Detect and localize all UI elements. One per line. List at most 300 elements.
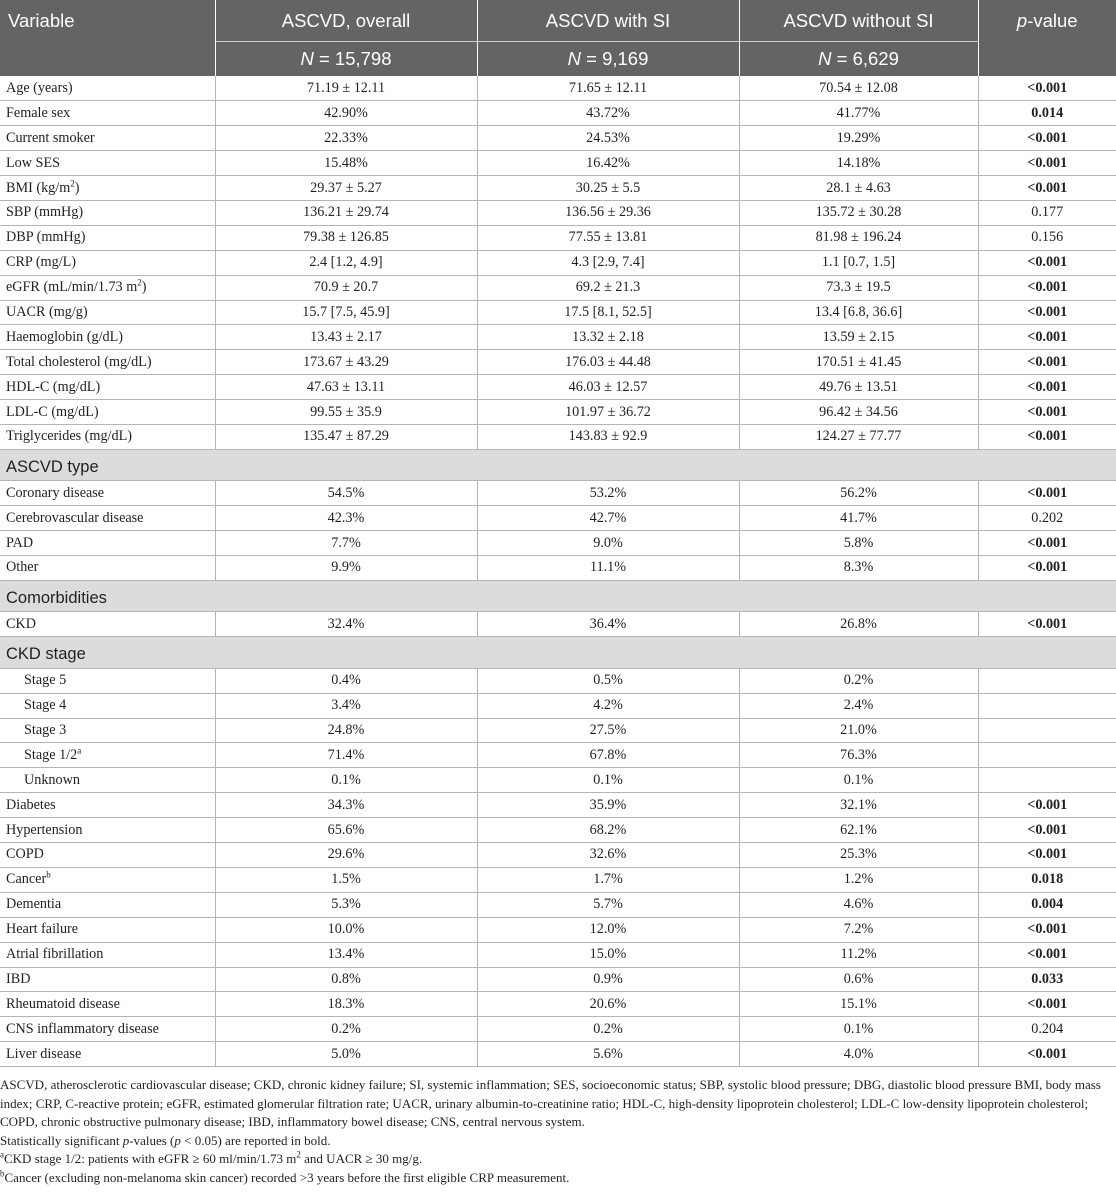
significant-p-value: <0.001	[1027, 328, 1068, 345]
table-row	[0, 506, 1116, 531]
row-label-text: Hypertension	[6, 821, 83, 838]
cell-p-value	[978, 768, 1116, 793]
sig-post: < 0.05) are reported in bold.	[180, 1132, 331, 1148]
row-label	[0, 612, 215, 637]
row-label-sup: b	[46, 869, 51, 880]
row-label-suffix: )	[74, 179, 80, 196]
cell-without-si: 56.2%	[739, 481, 978, 506]
significant-p-value: <0.001	[1027, 129, 1068, 146]
row-label	[0, 892, 215, 917]
table-row	[0, 992, 1116, 1017]
significant-p-value: <0.001	[1027, 796, 1068, 813]
cell-overall: 18.3%	[215, 992, 477, 1017]
header-p-italic: p	[1016, 10, 1028, 31]
significant-p-value: <0.001	[1027, 846, 1068, 863]
cell-p-value	[978, 200, 1116, 225]
row-label-text: HDL-C (mg/dL)	[6, 378, 101, 395]
row-label	[0, 350, 215, 375]
row-label	[0, 126, 215, 151]
cell-overall: 0.1%	[215, 768, 477, 793]
table-row	[0, 225, 1116, 250]
cell-p-value	[978, 942, 1116, 967]
cell-overall: 7.7%	[215, 531, 477, 556]
header-variable: Variable	[0, 0, 215, 41]
cell-without-si: 1.2%	[739, 867, 978, 892]
table-row	[0, 350, 1116, 375]
cell-without-si: 28.1 ± 4.63	[739, 176, 978, 201]
cell-p-value	[978, 375, 1116, 400]
cell-with-si: 0.2%	[477, 1017, 739, 1042]
row-label	[0, 668, 215, 693]
row-label-text: LDL-C (mg/dL)	[6, 403, 99, 420]
table-row	[0, 275, 1116, 300]
significant-p-value: <0.001	[1027, 403, 1068, 420]
header-ascvd-without-si: ASCVD without SI	[739, 0, 978, 41]
significant-p-value: <0.001	[1027, 353, 1068, 370]
table-row	[0, 200, 1116, 225]
row-label	[0, 275, 215, 300]
significant-p-value: <0.001	[1027, 615, 1068, 632]
cell-p-value	[978, 743, 1116, 768]
cell-p-value	[978, 481, 1116, 506]
row-label	[0, 200, 215, 225]
row-label	[0, 375, 215, 400]
cell-with-si: 53.2%	[477, 481, 739, 506]
row-label-text: Haemoglobin (g/dL)	[6, 328, 124, 345]
cell-p-value	[978, 992, 1116, 1017]
row-label	[0, 176, 215, 201]
cell-p-value	[978, 506, 1116, 531]
header-blank	[0, 41, 215, 76]
row-label-text: Low SES	[6, 154, 60, 171]
row-label-text: Diabetes	[6, 796, 56, 813]
row-label-text: Triglycerides (mg/dL)	[6, 428, 132, 445]
row-label-text: Cerebrovascular disease	[6, 509, 144, 526]
significant-p-value: <0.001	[1027, 428, 1068, 445]
row-label	[0, 768, 215, 793]
cell-overall: 71.4%	[215, 743, 477, 768]
row-label	[0, 531, 215, 556]
cell-p-value	[978, 917, 1116, 942]
section-row-ckd-stage	[0, 637, 1116, 669]
row-label-text: COPD	[6, 846, 44, 863]
row-label	[0, 1042, 215, 1067]
cell-overall: 13.4%	[215, 942, 477, 967]
cell-with-si: 36.4%	[477, 612, 739, 637]
cell-without-si: 73.3 ± 19.5	[739, 275, 978, 300]
cell-p-value	[978, 250, 1116, 275]
cell-with-si: 68.2%	[477, 818, 739, 843]
significant-p-value: <0.001	[1027, 79, 1068, 96]
table-row	[0, 843, 1116, 868]
footnote-a-sup: 2	[296, 1149, 301, 1160]
row-label-text: UACR (mg/g)	[6, 303, 88, 320]
cell-without-si: 19.29%	[739, 126, 978, 151]
footnote-b	[0, 1169, 1110, 1188]
cell-without-si: 70.54 ± 12.08	[739, 76, 978, 101]
cell-p-value	[978, 76, 1116, 101]
cell-without-si: 49.76 ± 13.51	[739, 375, 978, 400]
significant-p-value: <0.001	[1027, 254, 1068, 271]
sig-pre: Statistically significant	[0, 1132, 123, 1148]
cell-without-si: 13.59 ± 2.15	[739, 325, 978, 350]
cell-without-si: 11.2%	[739, 942, 978, 967]
row-label-text: IBD	[6, 970, 31, 987]
cell-p-value	[978, 668, 1116, 693]
row-label-text: CNS inflammatory disease	[6, 1020, 159, 1037]
row-label-text: BMI (kg/m	[6, 179, 71, 196]
section-title: ASCVD type	[0, 449, 1116, 481]
table-header	[0, 0, 1116, 76]
row-label-text: Cancer	[6, 871, 47, 888]
row-label-text: CRP (mg/L)	[6, 254, 77, 271]
cell-overall: 65.6%	[215, 818, 477, 843]
header-ascvd-with-si: ASCVD with SI	[477, 0, 739, 41]
cell-with-si: 13.32 ± 2.18	[477, 325, 739, 350]
cell-without-si: 41.7%	[739, 506, 978, 531]
cell-without-si: 7.2%	[739, 917, 978, 942]
table-row	[0, 718, 1116, 743]
table-body	[0, 76, 1116, 1067]
cell-with-si: 43.72%	[477, 101, 739, 126]
footnote-b-text: Cancer (excluding non-melanoma skin cancer) recorded >3 years before the first eligible CRP measurement.	[4, 1169, 570, 1185]
cell-without-si: 41.77%	[739, 101, 978, 126]
cell-overall: 29.6%	[215, 843, 477, 868]
significant-p-value: <0.001	[1027, 1045, 1068, 1062]
cell-without-si: 2.4%	[739, 693, 978, 718]
row-label-text: Rheumatoid disease	[6, 995, 120, 1012]
cell-with-si: 20.6%	[477, 992, 739, 1017]
cell-with-si: 32.6%	[477, 843, 739, 868]
footnote-a-mark: a	[0, 1149, 4, 1160]
cell-p-value	[978, 793, 1116, 818]
cell-without-si: 135.72 ± 30.28	[739, 200, 978, 225]
row-label-text: Dementia	[6, 896, 62, 913]
cell-p-value	[978, 1042, 1116, 1067]
significant-p-value: <0.001	[1027, 946, 1068, 963]
cell-overall: 32.4%	[215, 612, 477, 637]
row-label	[0, 101, 215, 126]
row-label	[0, 300, 215, 325]
cell-p-value	[978, 101, 1116, 126]
row-label-text: Other	[6, 559, 39, 576]
row-label-text: Heart failure	[6, 921, 79, 938]
significant-p-value: <0.001	[1027, 559, 1068, 576]
header-n-without-si-value: = 6,629	[836, 47, 899, 69]
row-label	[0, 967, 215, 992]
cell-without-si: 5.8%	[739, 531, 978, 556]
header-n-overall-value: = 15,798	[318, 47, 392, 69]
significant-p-value: <0.001	[1027, 179, 1068, 196]
significant-p-value: <0.001	[1027, 279, 1068, 296]
table-row	[0, 793, 1116, 818]
cell-overall: 54.5%	[215, 481, 477, 506]
row-label-text: Stage 4	[24, 697, 67, 714]
cell-with-si: 4.2%	[477, 693, 739, 718]
section-row-comorbidities	[0, 580, 1116, 612]
p-value-text: 0.202	[1031, 509, 1064, 526]
cell-overall: 2.4 [1.2, 4.9]	[215, 250, 477, 275]
cell-overall: 47.63 ± 13.11	[215, 375, 477, 400]
cell-with-si: 24.53%	[477, 126, 739, 151]
cell-without-si: 8.3%	[739, 556, 978, 581]
significant-p-value: <0.001	[1027, 154, 1068, 171]
cell-with-si: 27.5%	[477, 718, 739, 743]
cell-with-si: 1.7%	[477, 867, 739, 892]
cell-with-si: 71.65 ± 12.11	[477, 76, 739, 101]
table-row	[0, 1017, 1116, 1042]
significant-p-value: <0.001	[1027, 534, 1068, 551]
cell-with-si: 176.03 ± 44.48	[477, 350, 739, 375]
table-row	[0, 917, 1116, 942]
cell-overall: 79.38 ± 126.85	[215, 225, 477, 250]
cell-overall: 71.19 ± 12.11	[215, 76, 477, 101]
cell-overall: 1.5%	[215, 867, 477, 892]
cell-without-si: 4.6%	[739, 892, 978, 917]
cell-overall: 22.33%	[215, 126, 477, 151]
cell-overall: 15.7 [7.5, 45.9]	[215, 300, 477, 325]
cell-with-si: 30.25 ± 5.5	[477, 176, 739, 201]
cell-p-value	[978, 531, 1116, 556]
row-label	[0, 942, 215, 967]
section-title: CKD stage	[0, 637, 1116, 669]
cell-with-si: 67.8%	[477, 743, 739, 768]
row-label	[0, 793, 215, 818]
significant-p-value: <0.001	[1027, 821, 1068, 838]
cell-without-si: 0.1%	[739, 1017, 978, 1042]
cell-without-si: 76.3%	[739, 743, 978, 768]
table-row	[0, 126, 1116, 151]
row-label	[0, 76, 215, 101]
row-label	[0, 400, 215, 425]
row-label	[0, 818, 215, 843]
cell-overall: 0.8%	[215, 967, 477, 992]
cell-overall: 5.0%	[215, 1042, 477, 1067]
header-n-with-si-value: = 9,169	[586, 47, 649, 69]
cell-overall: 0.2%	[215, 1017, 477, 1042]
row-label	[0, 743, 215, 768]
cell-with-si: 17.5 [8.1, 52.5]	[477, 300, 739, 325]
cell-without-si: 1.1 [0.7, 1.5]	[739, 250, 978, 275]
cell-p-value	[978, 556, 1116, 581]
table-row	[0, 424, 1116, 449]
cell-overall: 9.9%	[215, 556, 477, 581]
header-n-without-si	[739, 41, 978, 76]
row-label	[0, 151, 215, 176]
row-label-suffix: )	[141, 279, 147, 296]
cell-p-value	[978, 612, 1116, 637]
table-row	[0, 531, 1116, 556]
cell-with-si: 143.83 ± 92.9	[477, 424, 739, 449]
cell-with-si: 9.0%	[477, 531, 739, 556]
cell-overall: 24.8%	[215, 718, 477, 743]
row-label	[0, 1017, 215, 1042]
cell-with-si: 42.7%	[477, 506, 739, 531]
significant-p-value: 0.014	[1031, 104, 1064, 121]
row-label-text: Total cholesterol (mg/dL)	[6, 353, 152, 370]
cell-overall: 0.4%	[215, 668, 477, 693]
p-value-text: 0.177	[1031, 204, 1064, 221]
cell-without-si: 81.98 ± 196.24	[739, 225, 978, 250]
cell-overall: 5.3%	[215, 892, 477, 917]
table-row	[0, 176, 1116, 201]
cell-without-si: 32.1%	[739, 793, 978, 818]
row-label	[0, 917, 215, 942]
cell-p-value	[978, 867, 1116, 892]
table-row	[0, 325, 1116, 350]
cell-overall: 3.4%	[215, 693, 477, 718]
table-row	[0, 818, 1116, 843]
significant-p-value: <0.001	[1027, 378, 1068, 395]
cell-without-si: 21.0%	[739, 718, 978, 743]
footnote-a-end: and UACR ≥ 30 mg/g.	[300, 1151, 423, 1167]
cell-overall: 173.67 ± 43.29	[215, 350, 477, 375]
header-n-label: N	[818, 47, 832, 69]
section-row-ascvd-type	[0, 449, 1116, 481]
cell-without-si: 0.6%	[739, 967, 978, 992]
row-label-text: PAD	[6, 534, 34, 551]
cell-overall: 136.21 ± 29.74	[215, 200, 477, 225]
sig-p2: p	[174, 1132, 181, 1148]
row-label-text: Atrial fibrillation	[6, 946, 104, 963]
table-row	[0, 768, 1116, 793]
sig-p1: p	[122, 1132, 130, 1148]
cell-with-si: 11.1%	[477, 556, 739, 581]
cell-overall: 10.0%	[215, 917, 477, 942]
cell-p-value	[978, 126, 1116, 151]
significant-p-value: 0.033	[1031, 970, 1064, 987]
table-row	[0, 250, 1116, 275]
cell-overall: 42.90%	[215, 101, 477, 126]
table-row	[0, 300, 1116, 325]
footnote-a-text: CKD stage 1/2: patients with eGFR ≥ 60 ml/min/1.73 m	[4, 1151, 297, 1167]
cell-p-value	[978, 967, 1116, 992]
cell-p-value	[978, 350, 1116, 375]
row-label-text: CKD	[6, 615, 36, 632]
cell-p-value	[978, 718, 1116, 743]
row-label	[0, 325, 215, 350]
header-n-overall	[215, 41, 477, 76]
cell-p-value	[978, 892, 1116, 917]
row-label	[0, 481, 215, 506]
table-row	[0, 867, 1116, 892]
cell-without-si: 4.0%	[739, 1042, 978, 1067]
cell-without-si: 0.2%	[739, 668, 978, 693]
table-row	[0, 668, 1116, 693]
table-row	[0, 481, 1116, 506]
cell-p-value	[978, 225, 1116, 250]
cell-overall: 29.37 ± 5.27	[215, 176, 477, 201]
table-row	[0, 942, 1116, 967]
row-label	[0, 225, 215, 250]
cell-with-si: 0.9%	[477, 967, 739, 992]
row-label-text: Current smoker	[6, 129, 95, 146]
table-row	[0, 400, 1116, 425]
cell-with-si: 0.5%	[477, 668, 739, 693]
row-label	[0, 867, 215, 892]
cell-with-si: 4.3 [2.9, 7.4]	[477, 250, 739, 275]
cell-without-si: 25.3%	[739, 843, 978, 868]
header-n-label: N	[300, 47, 314, 69]
table-row	[0, 556, 1116, 581]
table-row	[0, 151, 1116, 176]
cell-with-si: 0.1%	[477, 768, 739, 793]
cell-with-si: 16.42%	[477, 151, 739, 176]
cell-without-si: 13.4 [6.8, 36.6]	[739, 300, 978, 325]
table-row	[0, 892, 1116, 917]
cell-overall: 15.48%	[215, 151, 477, 176]
row-label	[0, 843, 215, 868]
cell-without-si: 14.18%	[739, 151, 978, 176]
row-label	[0, 250, 215, 275]
significant-p-value: <0.001	[1027, 921, 1068, 938]
row-label-text: Liver disease	[6, 1045, 82, 1062]
row-label-text: Coronary disease	[6, 484, 105, 501]
p-value-text: 0.156	[1031, 229, 1064, 246]
cell-without-si: 170.51 ± 41.45	[739, 350, 978, 375]
cell-with-si: 15.0%	[477, 942, 739, 967]
header-ascvd-overall: ASCVD, overall	[215, 0, 477, 41]
significant-p-value: 0.018	[1031, 871, 1064, 888]
cell-without-si: 15.1%	[739, 992, 978, 1017]
cell-without-si: 124.27 ± 77.77	[739, 424, 978, 449]
row-label-text: Stage 1/2	[24, 746, 78, 763]
table-row	[0, 612, 1116, 637]
cell-without-si: 96.42 ± 34.56	[739, 400, 978, 425]
significant-p-value: <0.001	[1027, 303, 1068, 320]
significance-note	[0, 1132, 1110, 1151]
cell-overall: 99.55 ± 35.9	[215, 400, 477, 425]
header-n-label: N	[567, 47, 581, 69]
footnote-b-mark: b	[0, 1168, 5, 1179]
row-label-text: Stage 5	[24, 672, 67, 689]
header-p-value	[978, 0, 1116, 76]
header-p-rest: -value	[1027, 10, 1078, 31]
row-label-sup: 2	[137, 277, 142, 288]
row-label-sup: a	[77, 745, 82, 756]
table-row	[0, 693, 1116, 718]
footnote-a	[0, 1150, 1110, 1169]
sig-mid: -values (	[129, 1132, 175, 1148]
cell-p-value	[978, 1017, 1116, 1042]
row-label-text: SBP (mmHg)	[6, 204, 84, 221]
cell-with-si: 5.7%	[477, 892, 739, 917]
cell-with-si: 77.55 ± 13.81	[477, 225, 739, 250]
cell-without-si: 62.1%	[739, 818, 978, 843]
row-label-text: eGFR (mL/min/1.73 m	[6, 279, 138, 296]
cell-p-value	[978, 176, 1116, 201]
cell-overall: 70.9 ± 20.7	[215, 275, 477, 300]
table-row	[0, 375, 1116, 400]
table-notes	[0, 1067, 1116, 1187]
row-label	[0, 992, 215, 1017]
row-label	[0, 506, 215, 531]
row-label-text: Female sex	[6, 104, 71, 121]
abbreviations-note: ASCVD, atherosclerotic cardiovascular disease; CKD, chronic kidney failure; SI, systemic inflammation; SES, socioeconomic status; SBP, systolic blood pressure; DBG, diastolic blood pressure BMI, body mass index; CRP, C-reactive protein; eGFR, estimated glomerular filtration rate; UACR, urinary albumin-to-creatinine ratio; HDL-C, high-density lipoprotein cholesterol; LDL-C low-density lipoprotein cholesterol; COPD, chronic obstructive pulmonary disease; IBD, inflammatory bowel disease; CNS, central nervous system.	[0, 1077, 1101, 1130]
section-title: Comorbidities	[0, 580, 1116, 612]
cell-with-si: 69.2 ± 21.3	[477, 275, 739, 300]
table-row	[0, 967, 1116, 992]
row-label	[0, 718, 215, 743]
cell-p-value	[978, 151, 1116, 176]
table-row	[0, 76, 1116, 101]
row-label-text: DBP (mmHg)	[6, 229, 86, 246]
cell-overall: 34.3%	[215, 793, 477, 818]
table-row	[0, 101, 1116, 126]
cell-overall: 135.47 ± 87.29	[215, 424, 477, 449]
cell-without-si: 26.8%	[739, 612, 978, 637]
cell-p-value	[978, 400, 1116, 425]
